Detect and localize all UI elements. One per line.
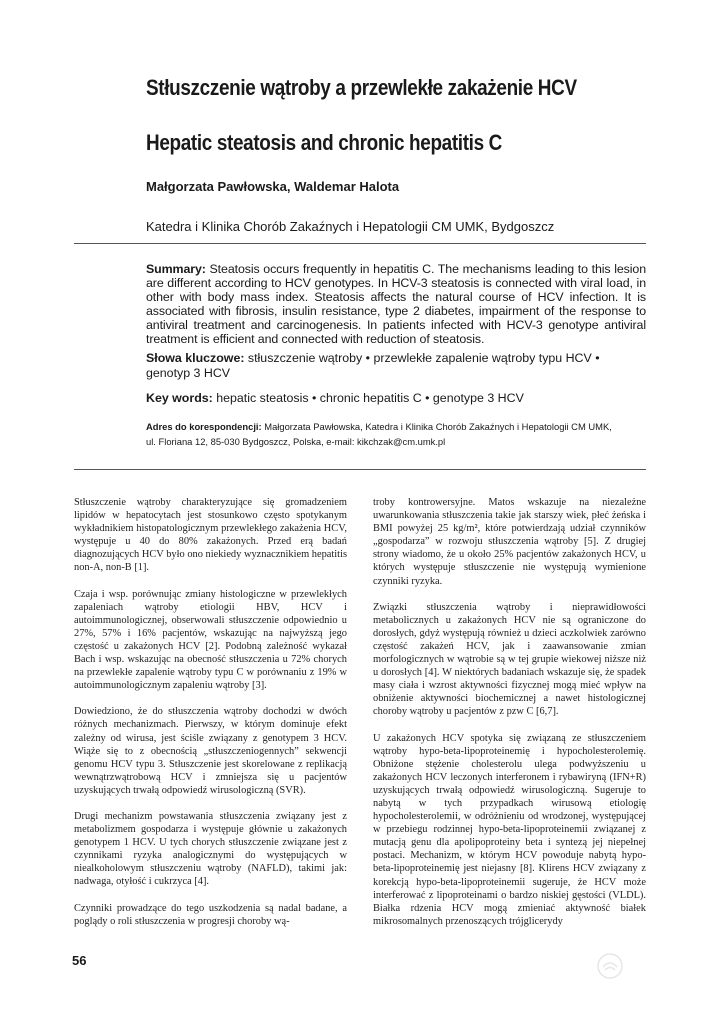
correspondence-line-1: Małgorzata Pawłowska, Katedra i Klinika Chorób Zakaźnych i Hepatologii CM UMK,: [261, 421, 612, 432]
correspondence-label: Adres do korespondencji:: [146, 421, 262, 432]
paragraph: Dowiedziono, że do stłuszczenia wątroby dochodzi w dwóch różnych mechanizmach. Pierwszy, w którym dominuje efekt zależny od wirusa, jest ściśle związany z genotypem 3 HCV. Wiąże się to z obecnością „stłuszczeniogennych” sekwencji genomu HCV typu 3. Stłuszczenie jest skorelowane z replikacją wewnątrzwątrobową HCV i zmniejsza się u pacjentów uzyskujących trwałą odpowiedź wirusologiczną (SVR).: [74, 706, 347, 796]
keywords-polish-label: Słowa kluczowe:: [146, 351, 245, 365]
summary-label: Summary:: [146, 262, 206, 276]
keywords-english-text: hepatic steatosis • chronic hepatitis C • genotype 3 HCV: [212, 391, 524, 405]
keywords-polish-text: stłuszczenie wątroby • przewlekłe zapalenie wątroby typu HCV • genotyp 3 HCV: [146, 351, 600, 380]
paragraph: Stłuszczenie wątroby charakteryzujące się gromadzeniem lipidów w hepatocytach jest stosunkowo często spotykanym wykładnikiem histopatologicznym przewlekłego zakażenia HCV, występuje u 40 do 80% zakażonych. Przed erą badań diagnozujących HCV było ono niekiedy wyznacznikiem hepatitis non-A, non-B [1].: [74, 497, 347, 574]
keywords-english: [146, 391, 636, 406]
affiliation: Katedra i Klinika Chorób Zakaźnych i Hepatologii CM UMK, Bydgoszcz: [146, 219, 555, 234]
article-title-polish: Stłuszczenie wątroby a przewlekłe zakażenie HCV: [146, 75, 577, 100]
body-column-right: [373, 496, 646, 941]
summary-block: [146, 262, 646, 346]
paragraph: Czaja i wsp. porównując zmiany histologiczne w przewlekłych zapaleniach wątroby etiologii HBV, HCV i autoimmunologicznej, obserwowali stłuszczenie odpowiednio u 27%, 57% i 16% pacjentów, wskazując na najwyższą jego częstość u zakażonych HCV [2]. Podobną zależność wykazał Bach i wsp. wskazując na obecność stłuszczenia u 72% chorych na przewlekłe zapalenie wątroby typu C w porównaniu z 19% w autoimmunologicznym zapaleniu wątroby [3].: [74, 588, 347, 692]
correspondence-address: [146, 419, 646, 449]
keywords-polish: [146, 351, 636, 381]
paragraph: Drugi mechanizm powstawania stłuszczenia związany jest z metabolizmem gospodarza i występuje głównie u zakażonych genotypem 1 HCV. U tych chorych stłuszczenie związane jest z czynnikami ryzyka analogicznymi do występujących w niealkoholowym stłuszczeniu wątroby (NAFLD), takimi jak: nadwaga, otyłość i cukrzyca [4].: [74, 810, 347, 888]
page-number: 56: [72, 953, 87, 968]
keywords-english-label: Key words:: [146, 391, 213, 405]
bottom-divider: [74, 469, 646, 470]
article-title-english: Hepatic steatosis and chronic hepatitis C: [146, 130, 502, 155]
paragraph: U zakażonych HCV spotyka się związaną ze stłuszczeniem wątroby hypo-beta-lipoproteinemię i hypocholesterolemię. Obniżone stężenie cholesterolu ulega podwyższeniu u zakażonych HCV leczonych interferonem i rybawiryną (IFN+R) uzyskujących trwałą odpowiedź wirusologiczną. Sugeruje to nabytą w tych przypadkach wirusową etiologię hypocholesterolemii, w odróżnieniu od wrodzonej, występującej w przebiegu rodzinnej hypo-beta-lipoproteinemii związanej z mutacją genu dla apolipoproteiny beta i syntezą jej niepełnej postaci. Mechanizm, w którym HCV powoduje nabytą hypo-beta-lipoproteinemię jest niejasny [8]. Klirens HCV związany z korekcją hypo-beta-lipoproteinemii sugeruje, że HCV może interferować z lipoproteinami o bardzo niskiej gęstości (VLDL). Białka rdzenia HCV mogą zmieniać aktywność białek mikrosomalnych przenoszących trójglicerydy: [373, 732, 646, 927]
summary-text: Steatosis occurs frequently in hepatitis C. The mechanisms leading to this lesion are different according to HCV genotypes. In HCV-3 steatosis is connected with viral load, in other with body mass index. Steatosis affects the natural course of HCV infection. It is associated with fibrosis, insulin resistance, type 2 diabetes, impairment of the response to antiviral treatment and carcinogenesis. In patients infected with HCV-3 genotype antiviral treatment is efficient and connected with reduction of steatosis.: [146, 262, 646, 346]
paragraph: troby kontrowersyjne. Matos wskazuje na niezależne uwarunkowania stłuszczenia takie jak starszy wiek, płeć żeńska i BMI powyżej 25 kg/m², które potwierdzają udział czynników „gospodarza” w rozwoju stłuszczenia wątroby [5]. Z drugiej strony wiadomo, że u około 25% pacjentów zakażonych HCV, u których występuje stłuszczenie nie występują wymienione czynniki ryzyka.: [373, 497, 646, 587]
correspondence-line-2: ul. Floriana 12, 85-030 Bydgoszcz, Polska, e-mail: kikchzak@cm.umk.pl: [146, 436, 446, 447]
authors: Małgorzata Pawłowska, Waldemar Halota: [146, 179, 400, 194]
paragraph: Czynniki prowadzące do tego uszkodzenia są nadal badane, a poglądy o roli stłuszczenia w progresji choroby wą-: [74, 902, 347, 927]
body-column-left: [74, 496, 347, 941]
watermark-logo-icon: [596, 952, 624, 980]
top-divider: [74, 243, 646, 244]
paragraph: Związki stłuszczenia wątroby i nieprawidłowości metabolicznych u zakażonych HCV nie są ograniczone do dorosłych, gdyż występują również u dzieci aczkolwiek zarówno częstość zakażeń HCV, jak i zaawansowanie zmian morfologicznych w wątrobie są w tej grupie wiekowej niższe niż u dorosłych [4]. W niektórych badaniach wskazuje się, że spadek masy ciała i wzrost aktywności fizycznej mogą mieć wpływ na obniżenie aktywności biochemicznej a nawet histologicznej choroby wątroby u pacjentów z pzw C [6,7].: [373, 601, 646, 718]
